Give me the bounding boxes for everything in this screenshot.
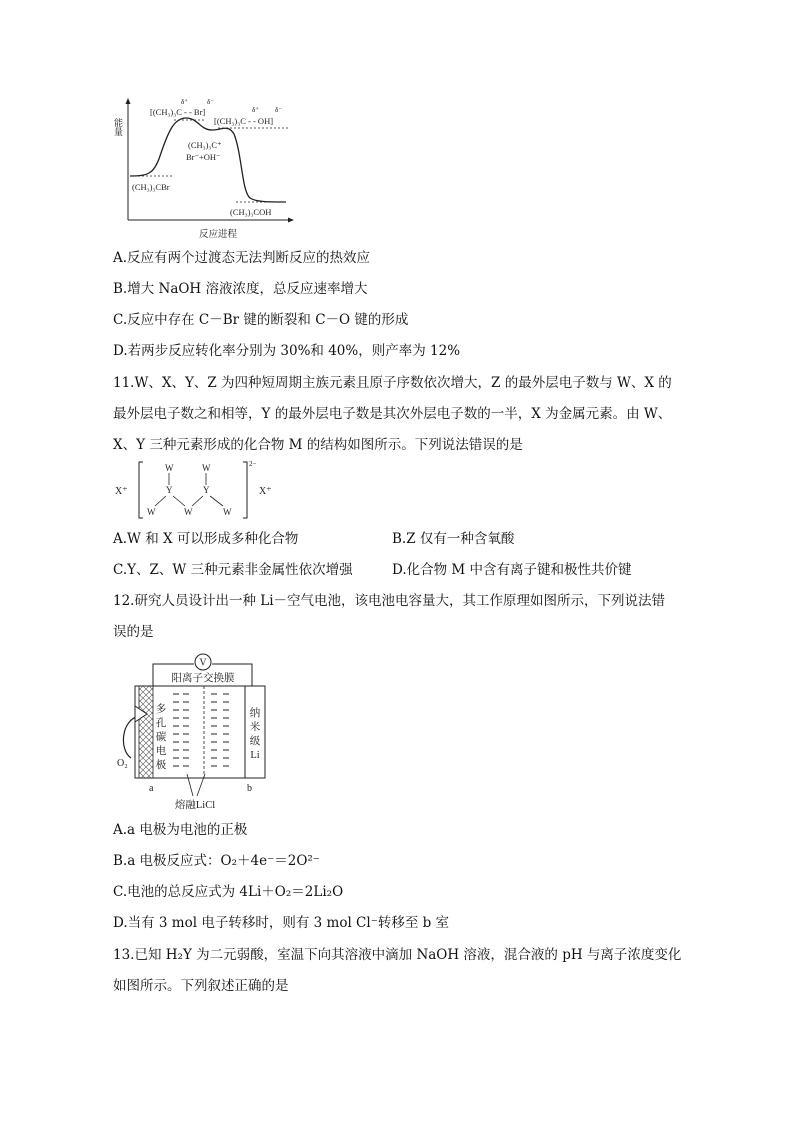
q12-option-d: D.当有 3 mol 电子转移时，则有 3 mol Cl⁻转移至 b 室 <box>113 915 450 931</box>
cation-right: X⁺ <box>259 486 272 497</box>
battery-diagram <box>113 650 283 812</box>
charge: 2− <box>249 460 257 468</box>
atom-w-bottom-2: W <box>184 507 193 517</box>
ts2-delta-plus: δ⁺ <box>252 106 259 114</box>
atom-w-top-right: W <box>202 463 211 473</box>
x-axis-arrow <box>288 218 294 223</box>
porous-carbon-electrode <box>139 686 153 778</box>
bond <box>173 496 185 506</box>
bond <box>192 496 203 506</box>
label-b: b <box>247 783 252 794</box>
electrode-char: 电 <box>155 746 167 757</box>
bracket-right <box>243 462 247 518</box>
q11-stem-line2: 最外层电子数之和相等，Y 的最外层电子数是其次外层电子数的一半，X 为金属元素。由 W、 <box>113 406 672 422</box>
energy-diagram <box>113 96 298 242</box>
q12-option-c: C.电池的总反应式为 4Li＋O₂＝2Li₂O <box>113 884 344 900</box>
q11-option-c: C.Y、Z、W 三种元素非金属性依次增强 <box>113 562 353 578</box>
x-axis-label: 反应进程 <box>198 230 238 240</box>
q10-option-b: B.增大 NaOH 溶液浓度，总反应速率增大 <box>113 281 368 297</box>
electrode-char: 孔 <box>155 718 167 729</box>
electrode-char: 级 <box>249 736 261 747</box>
q10-option-c: C.反应中存在 C－Br 键的断裂和 C－O 键的形成 <box>113 312 409 328</box>
intermediate-line1: (CH₃)₃C⁺ <box>188 140 222 150</box>
electrode-char: 纳 <box>249 708 261 719</box>
y-axis-arrow <box>126 98 131 104</box>
atom-w-bottom-3: W <box>223 507 232 517</box>
electrode-char: 米 <box>249 722 261 733</box>
reactant-label: (CH₃)₃CBr <box>132 182 170 192</box>
ts2-delta-minus: δ⁻ <box>275 106 282 114</box>
ts2-label: [(CH₃)₃C - - OH] <box>214 116 274 126</box>
bond <box>155 496 166 506</box>
product-label: (CH₃)₃COH <box>230 207 272 217</box>
q11-option-b: B.Z 仅有一种含氧酸 <box>392 531 515 547</box>
voltmeter-symbol: V <box>199 657 207 669</box>
q13-stem-line2: 如图所示。下列叙述正确的是 <box>113 978 289 994</box>
q13-stem-line1: 13.已知 H₂Y 为二元弱酸，室温下向其溶液中滴加 NaOH 溶液，混合液的 pH 与离子浓度变化 <box>113 947 682 963</box>
ts1-label: [(CH₃)₃C - - Br] <box>150 107 206 117</box>
bracket-left <box>139 462 143 518</box>
ts1-delta-plus: δ⁺ <box>181 98 188 106</box>
ts1-delta-minus: δ⁻ <box>207 98 214 106</box>
q10-option-a: A.反应有两个过渡态无法判断反应的热效应 <box>113 250 371 266</box>
intermediate-line2: Br⁻+OH⁻ <box>186 152 221 162</box>
q12-stem-line2: 误的是 <box>113 624 154 640</box>
atom-y-left: Y <box>166 485 173 495</box>
q11-option-d: D.化合物 M 中含有离子键和极性共价键 <box>392 562 632 578</box>
electrolyte-label: 熔融LiCl <box>174 800 216 811</box>
q11-stem-line3: X、Y 三种元素形成的化合物 M 的结构如图所示。下列说法错误的是 <box>113 437 523 453</box>
bond <box>210 496 223 506</box>
electrode-char: 极 <box>155 760 167 771</box>
compound-m-structure <box>113 458 283 522</box>
q12-stem-line1: 12.研究人员设计出一种 Li－空气电池，该电池电容量大，其工作原理如图所示，下列说法错 <box>113 593 666 609</box>
q11-stem-line1: 11.W、X、Y、Z 为四种短周期主族元素且原子序数依次增大，Z 的最外层电子数与 W、X 的 <box>113 375 672 391</box>
membrane-label: 阳离子交换膜 <box>171 673 235 684</box>
atom-w-bottom-1: W <box>147 507 156 517</box>
q10-option-d: D.若两步反应转化率分别为 30%和 40%，则产率为 12% <box>113 343 461 359</box>
label-a: a <box>149 783 154 794</box>
electrode-char: 多 <box>155 704 167 715</box>
q11-option-a: A.W 和 X 可以形成多种化合物 <box>113 531 299 547</box>
q12-option-a: A.a 电极为电池的正极 <box>113 822 248 838</box>
atom-y-right: Y <box>203 485 210 495</box>
q12-option-b: B.a 电极反应式：O₂＋4e⁻＝2O²⁻ <box>113 853 320 869</box>
electrode-char: 碳 <box>155 732 167 743</box>
o2-label: O₂ <box>117 758 128 769</box>
cation-left: X⁺ <box>115 486 128 497</box>
atom-w-top-left: W <box>165 463 174 473</box>
y-axis-label: 能量 <box>113 118 123 136</box>
electrode-char: Li <box>250 750 260 761</box>
